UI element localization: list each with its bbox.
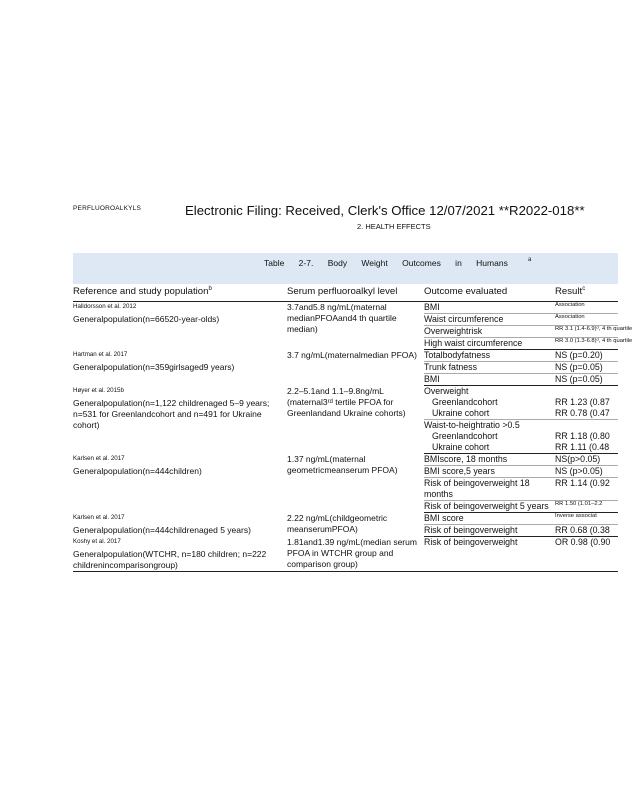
- result-cell: Association: [555, 314, 618, 326]
- result-line: RR 1.18 (0.80: [555, 431, 610, 441]
- outcome-cell: [424, 501, 555, 513]
- serum-level-cell: 2.2–5.1and 1.1–9.8ng/mL (maternal3ʳᵈ tertile PFOA for Greenlandand Ukraine cohorts): [287, 385, 406, 418]
- result-cell: NS (p=0.05): [555, 374, 618, 386]
- result-cell: RR 3.0 (1.3-6.8)ᵈ, 4 th quartile: [555, 338, 618, 350]
- study-population: Generalpopulation(n=444childrenaged 5 years): [73, 524, 251, 535]
- outcome-name: BMI: [424, 374, 440, 384]
- result-cell: NS (p=0.20): [555, 350, 618, 362]
- table-row: [73, 350, 618, 362]
- outcome-cell: [424, 466, 555, 478]
- result-cell: OR 0.98 (0.90: [555, 537, 618, 572]
- citation: Hartman et al. 2017: [73, 350, 128, 358]
- outcome-cell: [424, 478, 555, 501]
- outcome-subgroup: Ukraine cohort: [432, 442, 490, 452]
- outcome-name: Totalbodyfatness: [424, 350, 491, 360]
- result-line: RR 1.11 (0.48: [555, 442, 610, 452]
- outcome-cell: [424, 326, 555, 338]
- body-weight-table: [73, 285, 632, 572]
- study-population: Generalpopulation(n=1,122 childrenaged 5–9 years; n=531 for Greenlandcohort and n=491 for Ukraine cohort): [73, 397, 270, 430]
- citation: Karlsen et al. 2017: [73, 454, 125, 462]
- outcome-name: Trunk fatness: [424, 362, 477, 372]
- result-cell: RR 1.50 (1.01–2.2: [555, 501, 618, 513]
- outcome-cell: [424, 302, 555, 314]
- result-cell: Association: [555, 302, 618, 314]
- outcome-cell: [424, 420, 555, 454]
- outcome-cell: [424, 350, 555, 362]
- outcome-name: Overweightrisk: [424, 326, 483, 336]
- result-cell: RR 3.1 (1.4-6.9)ᵈ, 4 th quartile: [555, 326, 618, 338]
- col-header-outcome: Outcome evaluated: [424, 285, 555, 302]
- serum-level-cell: 1.81and1.39 ng/mL(median serum PFOA in WTCHR group and comparison group): [287, 537, 424, 572]
- serum-level-cell: 3.7and5.8 ng/mL(maternal medianPFOAand4 th quartile median): [287, 302, 397, 334]
- result-cell: RR 1.14 (0.92: [555, 478, 618, 501]
- outcome-cell: [424, 537, 555, 572]
- outcome-name: BMI: [424, 302, 440, 312]
- outcome-name: Risk of beingoverweight 5 years: [424, 501, 549, 511]
- outcome-name: Risk of beingoverweight: [424, 525, 518, 535]
- result-line: RR 0.78 (0.47: [555, 408, 610, 418]
- citation: Høyer et al. 2015b: [73, 386, 124, 394]
- outcome-name: High waist circumference: [424, 338, 523, 348]
- table-header-row: [73, 285, 618, 302]
- outcome-name: BMIscore, 18 months: [424, 454, 508, 464]
- outcome-subgroup: Greenlandcohort: [432, 397, 498, 407]
- table-row: [73, 386, 618, 420]
- reference-cell: [73, 537, 287, 572]
- outcome-name: Overweight: [424, 386, 469, 396]
- citation: Koshy et al. 2017: [73, 537, 121, 545]
- result-cell: NS (p>0.05): [555, 466, 618, 478]
- result-cell: RR 0.68 (0.38: [555, 525, 618, 537]
- reference-cell: [73, 350, 287, 386]
- reference-cell: [73, 513, 287, 537]
- outcome-cell: [424, 386, 555, 420]
- outcome-name: Waist circumference: [424, 314, 504, 324]
- reference-cell: [73, 386, 287, 454]
- filing-stamp: Electronic Filing: Received, Clerk's Office 12/07/2021 **R2022-018**: [185, 203, 585, 218]
- study-population: Generalpopulation(WTCHR, n=180 children; n=222 childrenincomparisongroup): [73, 548, 267, 570]
- citation: Karlsen et al. 2017: [73, 513, 125, 521]
- table-body: [73, 302, 632, 572]
- col-header-reference: Reference and study population$^b$: [73, 285, 287, 302]
- result-cell: NS (p=0.05): [555, 362, 618, 374]
- serum-level-cell: 3.7 ng/mL(maternalmedian PFOA): [287, 349, 417, 360]
- reference-cell: [73, 302, 287, 350]
- outcome-name: Risk of beingoverweight 18 months: [424, 478, 530, 499]
- table-row: [73, 454, 618, 466]
- result-cell: [555, 420, 618, 454]
- table-title-footnote: a: [528, 257, 532, 263]
- outcome-name: BMI score: [424, 513, 464, 523]
- outcome-cell: [424, 525, 555, 537]
- outcome-cell: [424, 314, 555, 326]
- running-head: PERFLUOROALKYLS: [73, 205, 142, 212]
- result-cell: Inverse associat: [555, 513, 618, 525]
- reference-cell: [73, 454, 287, 513]
- outcome-cell: [424, 338, 555, 350]
- serum-level-cell: 1.37 ng/mL(maternal geometricmeanserum PFOA): [287, 453, 398, 475]
- table-row: [73, 537, 618, 572]
- outcome-cell: [424, 454, 555, 466]
- outcome-cell: [424, 513, 555, 525]
- outcome-name: Risk of beingoverweight: [424, 537, 518, 547]
- result-line: RR 1.23 (0.87: [555, 397, 610, 407]
- outcome-subgroup: Greenlandcohort: [432, 431, 498, 441]
- study-population: Generalpopulation(n=444children): [73, 465, 202, 476]
- outcome-subgroup: Ukraine cohort: [432, 408, 490, 418]
- result-cell: [555, 386, 618, 420]
- study-population: Generalpopulation(n=66520-year-olds): [73, 314, 220, 324]
- table-row: [73, 302, 618, 314]
- citation: Halldorsson et al. 2012: [73, 303, 137, 310]
- outcome-name: Waist-to-heightratio >0.5: [424, 420, 520, 430]
- section-heading: 2. HEALTH EFFECTS: [357, 222, 431, 231]
- table-title: Table 2-7. Body Weight Outcomes in Humans: [264, 258, 508, 268]
- table-row: [73, 513, 618, 525]
- col-header-result: Result$^c$: [555, 285, 618, 302]
- result-cell: NS(p>0.05): [555, 454, 618, 466]
- table-title-bar: [73, 253, 618, 284]
- study-population: Generalpopulation(n=359girlsaged9 years): [73, 361, 235, 372]
- outcome-cell: [424, 362, 555, 374]
- col-header-serum: Serum perfluoroalkyl level: [287, 285, 424, 302]
- outcome-cell: [424, 374, 555, 386]
- outcome-name: BMI score,5 years: [424, 466, 495, 476]
- serum-level-cell: 2.22 ng/mL(childgeometric meanserumPFOA): [287, 512, 388, 534]
